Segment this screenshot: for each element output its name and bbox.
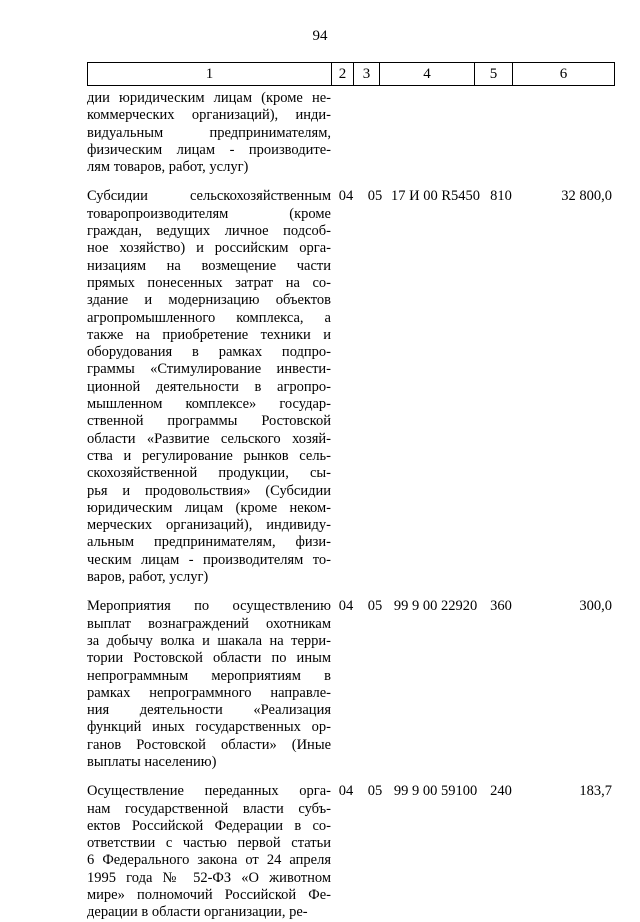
expense-type-code: 240 — [490, 783, 512, 800]
expense-type-code: 810 — [490, 188, 512, 205]
description-line: ния деятельности «Реализация — [87, 702, 331, 719]
column-header-3: 3 — [354, 63, 380, 86]
description-line: товаропроизводителям (кроме — [87, 205, 331, 222]
amount: 32 800,0 — [561, 188, 612, 205]
description-line: мерческих организаций), индивиду- — [87, 517, 331, 534]
section-code: 04 — [338, 188, 354, 205]
description-line: коммерческих организаций), инди- — [87, 107, 331, 124]
description-line: функций иных государственных ор- — [87, 719, 331, 736]
target-article-code: 99 9 00 22920 — [393, 598, 478, 615]
table-row — [87, 598, 614, 771]
description-line: рья и продовольствия» (Субсидии — [87, 482, 331, 499]
row-description — [87, 783, 331, 921]
description-line: варов, работ, услуг) — [87, 569, 209, 586]
description-line: агропромышленного комплекса, а — [87, 309, 331, 326]
description-line: лям товаров, работ, услуг) — [87, 159, 249, 176]
column-header-6: 6 — [513, 63, 615, 86]
description-line: области «Развитие сельского хозяй- — [87, 430, 331, 447]
subsection-code: 05 — [367, 598, 383, 615]
description-line: ектов Российской Федерации в со- — [87, 817, 331, 834]
description-line: физическим лицам - производите- — [87, 141, 331, 158]
expense-type-code: 360 — [490, 598, 512, 615]
column-header-2: 2 — [332, 63, 354, 86]
description-line: ственной программы Ростовской — [87, 413, 331, 430]
description-line: альным предпринимателям, физи- — [87, 534, 331, 551]
description-line: тории Ростовской области по иным — [87, 650, 331, 667]
description-line: граммы «Стимулирование инвести- — [87, 361, 331, 378]
amount: 300,0 — [579, 598, 612, 615]
description-line: ное хозяйство) и российским орга- — [87, 240, 331, 257]
description-line: прямых понесенных затрат на со- — [87, 274, 331, 291]
page-number: 94 — [312, 28, 328, 44]
description-line: также на приобретение техники и — [87, 326, 331, 343]
column-header-row — [88, 63, 615, 86]
amount: 183,7 — [579, 783, 612, 800]
description-line: мышленном комплексе» государ- — [87, 396, 331, 413]
description-line: Мероприятия по осуществлению — [87, 598, 331, 615]
table-row — [87, 188, 614, 586]
description-line: здание и модернизацию объектов — [87, 292, 331, 309]
table-row — [87, 783, 614, 921]
description-line: низациям на возмещение части — [87, 257, 331, 274]
row-description — [87, 188, 331, 586]
description-line: дерации в области организации, ре- — [87, 904, 308, 921]
column-header-1: 1 — [88, 63, 332, 86]
description-line: 1995 года № 52-ФЗ «О животном — [87, 869, 331, 886]
description-line: скохозяйственной продукции, сы- — [87, 465, 331, 482]
table-row — [87, 90, 614, 176]
column-header-5: 5 — [475, 63, 513, 86]
subsection-code: 05 — [367, 783, 383, 800]
description-line: непрограммным мероприятиям в — [87, 667, 331, 684]
description-line: Осуществление переданных орга- — [87, 783, 331, 800]
target-article-code: 99 9 00 59100 — [393, 783, 478, 800]
description-line: Субсидии сельскохозяйственным — [87, 188, 331, 205]
description-line: ства и регулирование рынков сель- — [87, 447, 331, 464]
description-line: выплаты населению) — [87, 753, 217, 770]
description-line: 6 Федерального закона от 24 апреля — [87, 852, 331, 869]
description-line: граждан, ведущих личное подсоб- — [87, 223, 331, 240]
section-code: 04 — [338, 783, 354, 800]
section-code: 04 — [338, 598, 354, 615]
description-line: юридическим лицам (кроме неком- — [87, 499, 331, 516]
description-line: дии юридическим лицам (кроме не- — [87, 90, 331, 106]
description-line: за добычу волка и шакала на терри- — [87, 632, 331, 649]
description-line: ционной деятельности в агропро- — [87, 378, 331, 395]
budget-rows — [87, 90, 614, 922]
description-line: нам государственной власти субъ- — [87, 800, 331, 817]
description-line: видуальным предпринимателям, — [87, 124, 331, 141]
description-line: ганов Ростовской области» (Иные — [87, 736, 331, 753]
description-line: выплат вознаграждений охотникам — [87, 615, 331, 632]
subsection-code: 05 — [367, 188, 383, 205]
row-description — [87, 90, 331, 176]
column-header-4: 4 — [380, 63, 475, 86]
target-article-code: 17 И 00 R5450 — [390, 188, 481, 205]
column-header-table — [87, 62, 615, 86]
description-line: ческим лицам - производителям то- — [87, 551, 331, 568]
description-line: ответствии с частью первой статьи — [87, 835, 331, 852]
description-line: оборудования в рамках подпро- — [87, 344, 331, 361]
description-line: мире» полномочий Российской Фе- — [87, 887, 331, 904]
row-description — [87, 598, 331, 771]
description-line: рамках непрограммного направле- — [87, 684, 331, 701]
